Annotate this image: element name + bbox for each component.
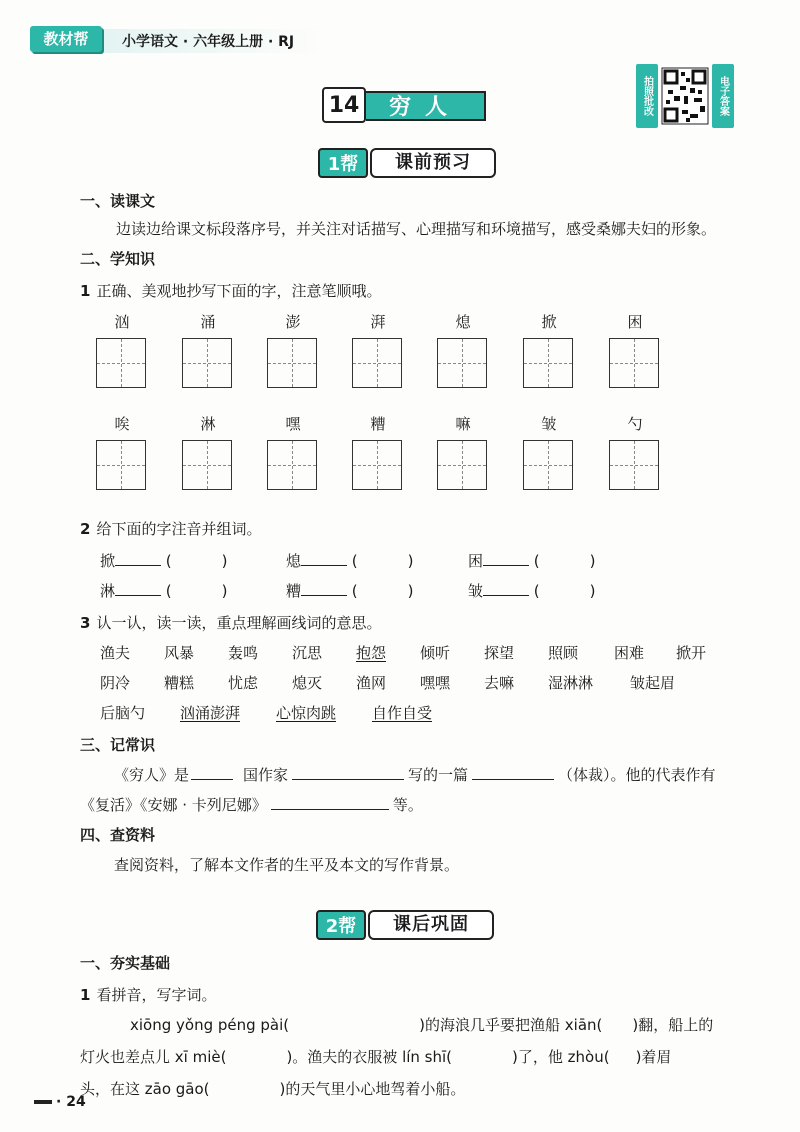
text-segment: 国作家 <box>243 766 289 784</box>
word: 湿淋淋 <box>548 674 594 692</box>
header-subject: 小学语文 · 六年级上册 · RJ <box>122 34 295 50</box>
word: 掀开 <box>676 644 707 662</box>
paren: ) <box>589 552 596 570</box>
paren: ( <box>351 582 358 600</box>
blank-line[interactable] <box>191 779 233 780</box>
grid-char: 掀 <box>541 313 557 331</box>
writing-grid-row-2 <box>96 414 676 494</box>
research-instruction: 查阅资料，了解本文作者的生平及本文的写作背景。 <box>114 856 460 874</box>
page-header <box>0 26 330 56</box>
qr-block[interactable] <box>636 64 734 128</box>
text-segment: 《复活》《安娜 · 卡列尼娜》 <box>80 796 267 814</box>
lesson-title-block <box>322 87 488 123</box>
grid-char: 淋 <box>200 415 216 433</box>
pinyin-item-2 <box>286 550 414 571</box>
pinyin-passage-line-2 <box>80 1046 671 1067</box>
word: 后脑勺 <box>100 704 146 722</box>
knowledge-line-1 <box>114 764 716 785</box>
blank-line[interactable] <box>271 809 389 810</box>
text-segment: 头，在这 zāo gāo( <box>80 1080 210 1098</box>
word: 皱起眉 <box>630 674 676 692</box>
question-text: 认一认，读一读，重点理解画线词的意思。 <box>96 614 382 632</box>
writing-box[interactable] <box>96 338 146 388</box>
question-3-words <box>80 612 381 633</box>
section-badge-number: 2帮 <box>316 910 366 940</box>
underlined-word: 抱怨 <box>356 644 387 662</box>
word: 轰鸣 <box>228 644 259 662</box>
writing-box[interactable] <box>352 440 402 490</box>
section-badge-preview <box>318 148 498 178</box>
section-badge-consolidate <box>316 910 496 940</box>
writing-box[interactable] <box>182 338 232 388</box>
question-text: 看拼音，写字词。 <box>96 986 217 1004</box>
word-row-1 <box>100 642 720 666</box>
pinyin-char: 淋 <box>100 582 116 600</box>
word: 嘿嘿 <box>420 674 451 692</box>
pinyin-item-1 <box>100 550 228 571</box>
pinyin-item-6 <box>468 580 596 601</box>
writing-box[interactable] <box>267 440 317 490</box>
word: 阴冷 <box>100 674 131 692</box>
pinyin-char: 困 <box>468 552 484 570</box>
question-1-copy <box>80 280 381 301</box>
text-segment: 等。 <box>392 796 423 814</box>
question-number: 2 <box>80 520 91 538</box>
text-segment: )的天气里小心地驾着小船。 <box>279 1080 466 1098</box>
paren: ( <box>165 582 172 600</box>
header-tag: 教材帮 <box>30 26 102 52</box>
grid-char: 唉 <box>114 415 130 433</box>
question-number: 1 <box>80 986 91 1004</box>
text-segment: （体裁）。他的代表作有 <box>558 766 716 784</box>
qr-code-icon[interactable] <box>660 64 710 128</box>
pinyin-item-4 <box>100 580 228 601</box>
grid-char: 勺 <box>627 415 643 433</box>
paren: ( <box>533 582 540 600</box>
text-segment: 写的一篇 <box>408 766 469 784</box>
question-text: 给下面的字注音并组词。 <box>96 520 262 538</box>
grid-char: 嘛 <box>455 415 471 433</box>
read-text-instruction: 边读边给课文标段落序号，并关注对话描写、心理描写和环境描写，感受桑娜夫妇的形象。 <box>116 220 717 238</box>
paren: ) <box>407 582 414 600</box>
word: 风暴 <box>164 644 195 662</box>
text-segment: 《穷人》是 <box>114 766 190 784</box>
text-segment: xiōng yǒng péng pài( <box>130 1016 290 1034</box>
blank-line[interactable] <box>472 779 554 780</box>
paren: ( <box>351 552 358 570</box>
underlined-word: 心惊肉跳 <box>276 704 337 722</box>
pinyin-char: 糟 <box>286 582 302 600</box>
word-row-2 <box>100 672 720 696</box>
blank-line[interactable] <box>301 595 347 596</box>
underlined-word: 自作自受 <box>372 704 433 722</box>
word: 忧虑 <box>228 674 259 692</box>
grid-char: 熄 <box>455 313 471 331</box>
word: 渔夫 <box>100 644 131 662</box>
text-segment: )。渔夫的衣服被 lín shī( <box>286 1048 453 1066</box>
blank-line[interactable] <box>483 565 529 566</box>
grid-char: 困 <box>627 313 643 331</box>
word: 熄灭 <box>292 674 323 692</box>
blank-line[interactable] <box>115 565 161 566</box>
section-badge-title: 课前预习 <box>370 148 496 178</box>
word: 去嘛 <box>484 674 515 692</box>
qr-left-label: 拍照批改 <box>636 64 658 128</box>
pinyin-char: 熄 <box>286 552 302 570</box>
pinyin-item-5 <box>286 580 414 601</box>
grid-char: 澎 <box>285 313 301 331</box>
knowledge-line-2 <box>80 794 423 815</box>
text-segment: )的海浪几乎要把渔船 xiān( <box>419 1016 603 1034</box>
writing-box[interactable] <box>437 338 487 388</box>
paren: ) <box>221 552 228 570</box>
word: 照顾 <box>548 644 579 662</box>
grid-char: 皱 <box>541 415 557 433</box>
paren: ) <box>589 582 596 600</box>
question-1-pinyin-write <box>80 984 216 1005</box>
word: 探望 <box>484 644 515 662</box>
word-row-3 <box>100 702 720 726</box>
page-number-value: 24 <box>66 1094 86 1110</box>
blank-line[interactable] <box>292 779 404 780</box>
grid-char: 嘿 <box>285 415 301 433</box>
paren: ( <box>533 552 540 570</box>
writing-box[interactable] <box>523 440 573 490</box>
word: 沉思 <box>292 644 323 662</box>
blank-line[interactable] <box>483 595 529 596</box>
heading-basics: 一、夯实基础 <box>80 954 171 972</box>
question-2-pinyin <box>80 518 261 539</box>
text-segment: 灯火也差点儿 xī miè( <box>80 1048 227 1066</box>
word: 倾听 <box>420 644 451 662</box>
qr-right-label: 电子答案 <box>712 64 734 128</box>
section-badge-number: 1帮 <box>318 148 368 178</box>
writing-box[interactable] <box>352 338 402 388</box>
lesson-number: 14 <box>322 87 366 123</box>
word: 困难 <box>614 644 645 662</box>
paren: ) <box>221 582 228 600</box>
writing-box[interactable] <box>267 338 317 388</box>
heading-research: 四、查资料 <box>80 826 156 844</box>
writing-grid-row-1 <box>96 312 676 392</box>
heading-read-text: 一、读课文 <box>80 192 156 210</box>
grid-char: 汹 <box>114 313 130 331</box>
lesson-title: 穷人 <box>366 91 486 121</box>
pinyin-passage-line-1 <box>130 1014 713 1035</box>
writing-box[interactable] <box>609 338 659 388</box>
blank-line[interactable] <box>301 565 347 566</box>
grid-char: 湃 <box>370 313 386 331</box>
heading-learn: 二、学知识 <box>80 250 156 268</box>
question-number: 1 <box>80 282 91 300</box>
paren: ) <box>407 552 414 570</box>
question-number: 3 <box>80 614 91 632</box>
grid-char: 涌 <box>200 313 216 331</box>
grid-char: 糟 <box>370 415 386 433</box>
text-segment: )翻，船上的 <box>632 1016 714 1034</box>
page-number: · 24 <box>34 1094 86 1110</box>
writing-box[interactable] <box>182 440 232 490</box>
writing-box[interactable] <box>609 440 659 490</box>
paren: ( <box>165 552 172 570</box>
underlined-word: 汹涌澎湃 <box>180 704 241 722</box>
page-marker-icon <box>34 1100 52 1104</box>
text-segment: )了，他 zhòu( <box>512 1048 610 1066</box>
writing-box[interactable] <box>523 338 573 388</box>
pinyin-passage-line-3 <box>80 1078 465 1099</box>
writing-box[interactable] <box>437 440 487 490</box>
blank-line[interactable] <box>115 595 161 596</box>
word: 糟糕 <box>164 674 195 692</box>
heading-common-knowledge: 三、记常识 <box>80 736 156 754</box>
writing-box[interactable] <box>96 440 146 490</box>
question-text: 正确、美观地抄写下面的字，注意笔顺哦。 <box>96 282 382 300</box>
pinyin-char: 掀 <box>100 552 116 570</box>
pinyin-char: 皱 <box>468 582 484 600</box>
text-segment: )着眉 <box>635 1048 672 1066</box>
pinyin-item-3 <box>468 550 596 571</box>
word: 渔网 <box>356 674 387 692</box>
section-badge-title: 课后巩固 <box>368 910 494 940</box>
